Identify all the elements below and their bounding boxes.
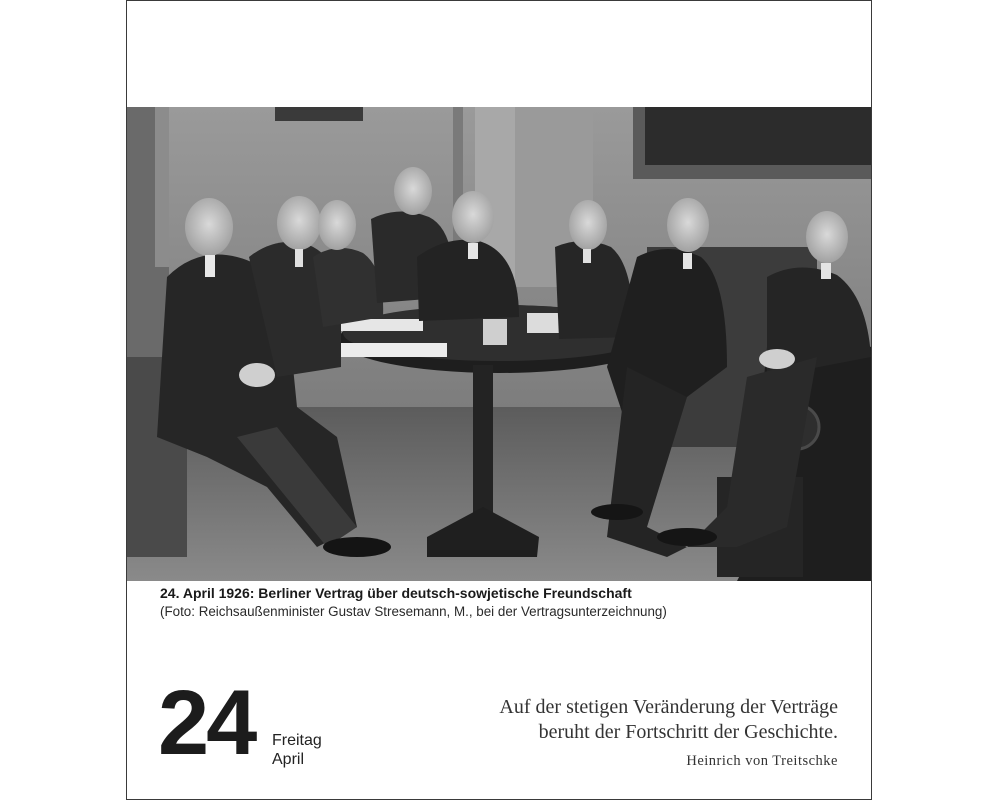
photo-caption-title: 24. April 1926: Berliner Vertrag über deutsch-sowjetische Freundschaft [160, 585, 632, 601]
calendar-page [126, 0, 872, 800]
month-label: April [272, 751, 305, 768]
quote-line: Auf der stetigen Veränderung der Verträge [499, 696, 838, 718]
weekday-label: Freitag [272, 732, 322, 749]
quote [418, 695, 838, 745]
quote-author: Heinrich von Treitschke [686, 753, 838, 769]
photo-caption-subtitle: (Foto: Reichsaußenminister Gustav Stresemann, M., bei der Vertragsunterzeichnung) [160, 604, 667, 619]
day-number: 24 [158, 672, 255, 774]
historical-photo [127, 107, 871, 581]
quote-line: beruht der Fortschritt der Geschichte. [538, 721, 838, 743]
